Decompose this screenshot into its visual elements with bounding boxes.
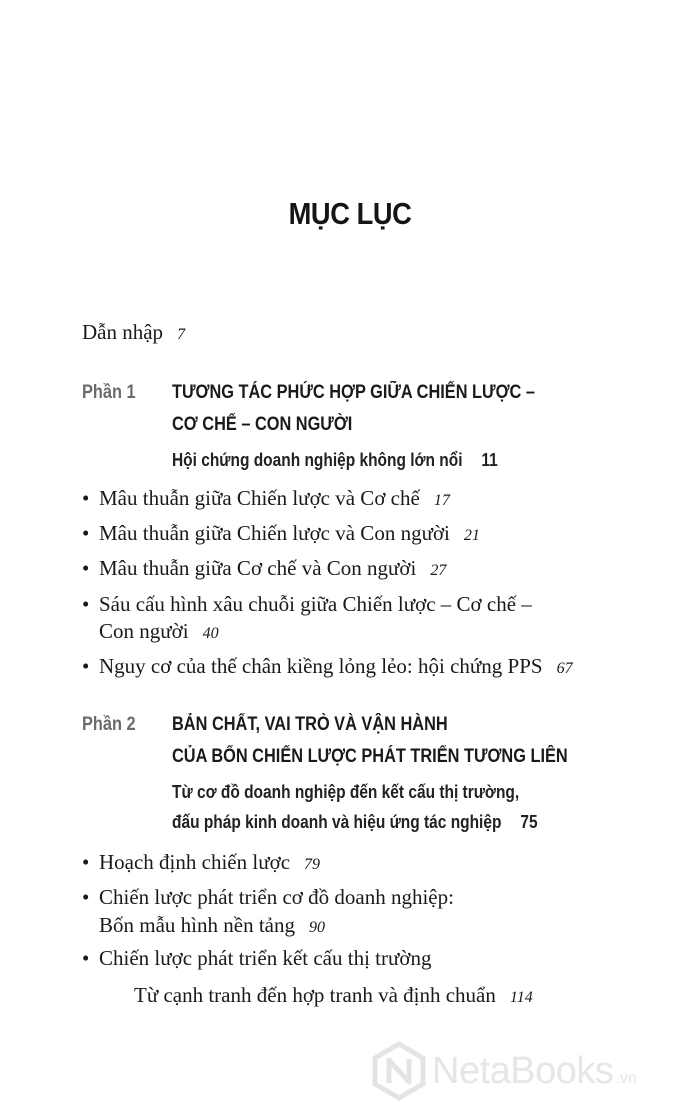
bullet: • bbox=[82, 556, 90, 580]
toc-entry-page: 67 bbox=[556, 660, 573, 677]
part2-heading-line2[interactable]: CỦA BỐN CHIẾN LƯỢC PHÁT TRIỂN TƯƠNG LIÊN bbox=[172, 746, 568, 767]
watermark-brand: NetaBooks bbox=[432, 1049, 614, 1092]
toc-entry[interactable] bbox=[82, 654, 573, 679]
part1-heading-line2[interactable]: CƠ CHẾ – CON NGƯỜI bbox=[172, 414, 353, 435]
toc-entry[interactable] bbox=[82, 885, 454, 910]
toc-entry[interactable] bbox=[82, 592, 532, 617]
bullet: • bbox=[82, 592, 90, 616]
toc-entry-text: Sáu cấu hình xâu chuỗi giữa Chiến lược – Cơ chế – bbox=[99, 592, 532, 616]
intro-page: 7 bbox=[177, 326, 186, 343]
bullet: • bbox=[82, 521, 90, 545]
bullet: • bbox=[82, 946, 90, 970]
part1-label: Phần 1 bbox=[82, 382, 136, 403]
toc-entry-continuation[interactable] bbox=[134, 983, 533, 1008]
intro-label: Dẫn nhập bbox=[82, 320, 164, 344]
toc-entry-text: Mâu thuẫn giữa Chiến lược và Con người bbox=[99, 521, 450, 545]
toc-entry-page: 79 bbox=[304, 856, 321, 873]
part1-subtitle[interactable] bbox=[172, 450, 498, 471]
toc-entry-text: Mâu thuẫn giữa Chiến lược và Cơ chế bbox=[99, 486, 420, 510]
toc-entry-intro[interactable] bbox=[82, 320, 185, 345]
page-title: MỤC LỤC bbox=[288, 196, 412, 231]
toc-entry-page: 114 bbox=[509, 989, 533, 1006]
toc-entry-page: 90 bbox=[308, 919, 325, 936]
toc-entry-page: 17 bbox=[433, 492, 450, 509]
toc-entry-text: Nguy cơ của thế chân kiềng lỏng lẻo: hội chứng PPS bbox=[99, 654, 543, 678]
part2-subtitle-page: 75 bbox=[520, 812, 538, 832]
toc-entry-text: Chiến lược phát triển cơ đồ doanh nghiệp: bbox=[99, 885, 454, 909]
toc-entry[interactable] bbox=[82, 850, 320, 875]
part1-subtitle-text: Hội chứng doanh nghiệp không lớn nổi bbox=[172, 450, 463, 470]
toc-entry-text: Bốn mẫu hình nền tảng bbox=[99, 913, 295, 937]
part2-subtitle-text: đấu pháp kinh doanh và hiệu ứng tác nghiệp bbox=[172, 812, 502, 832]
toc-entry[interactable] bbox=[82, 486, 450, 511]
toc-entry-text: Mâu thuẫn giữa Cơ chế và Con người bbox=[99, 556, 417, 580]
toc-entry-text: Chiến lược phát triển kết cấu thị trường bbox=[99, 946, 432, 970]
part1-heading-line1[interactable]: TƯƠNG TÁC PHỨC HỢP GIỮA CHIẾN LƯỢC – bbox=[172, 382, 535, 403]
bullet: • bbox=[82, 885, 90, 909]
toc-entry[interactable] bbox=[82, 521, 480, 546]
part2-subtitle-line1[interactable]: Từ cơ đồ doanh nghiệp đến kết cấu thị trường, bbox=[172, 782, 520, 802]
part1-subtitle-page: 11 bbox=[481, 450, 498, 470]
toc-entry[interactable] bbox=[82, 946, 431, 971]
toc-entry[interactable] bbox=[82, 556, 446, 581]
part2-heading-line1[interactable]: BẢN CHẤT, VAI TRÒ VÀ VẬN HÀNH bbox=[172, 714, 448, 735]
toc-entry-continuation[interactable] bbox=[99, 619, 219, 644]
bullet: • bbox=[82, 654, 90, 678]
bullet: • bbox=[82, 850, 90, 874]
toc-entry-page: 40 bbox=[202, 625, 219, 642]
part2-subtitle-line2[interactable] bbox=[172, 812, 538, 833]
part2-label: Phần 2 bbox=[82, 714, 136, 735]
toc-entry-text: Từ cạnh tranh đến hợp tranh và định chuẩn bbox=[134, 983, 496, 1007]
bullet: • bbox=[82, 486, 90, 510]
netabooks-logo-icon bbox=[372, 1041, 426, 1101]
toc-entry-text: Con người bbox=[99, 619, 189, 643]
toc-entry-text: Hoạch định chiến lược bbox=[99, 850, 291, 874]
watermark-suffix: .vn bbox=[615, 1070, 637, 1087]
toc-entry-page: 21 bbox=[463, 527, 480, 544]
toc-entry-page: 27 bbox=[430, 562, 447, 579]
watermark bbox=[372, 1036, 637, 1106]
toc-entry-continuation[interactable] bbox=[99, 913, 325, 938]
